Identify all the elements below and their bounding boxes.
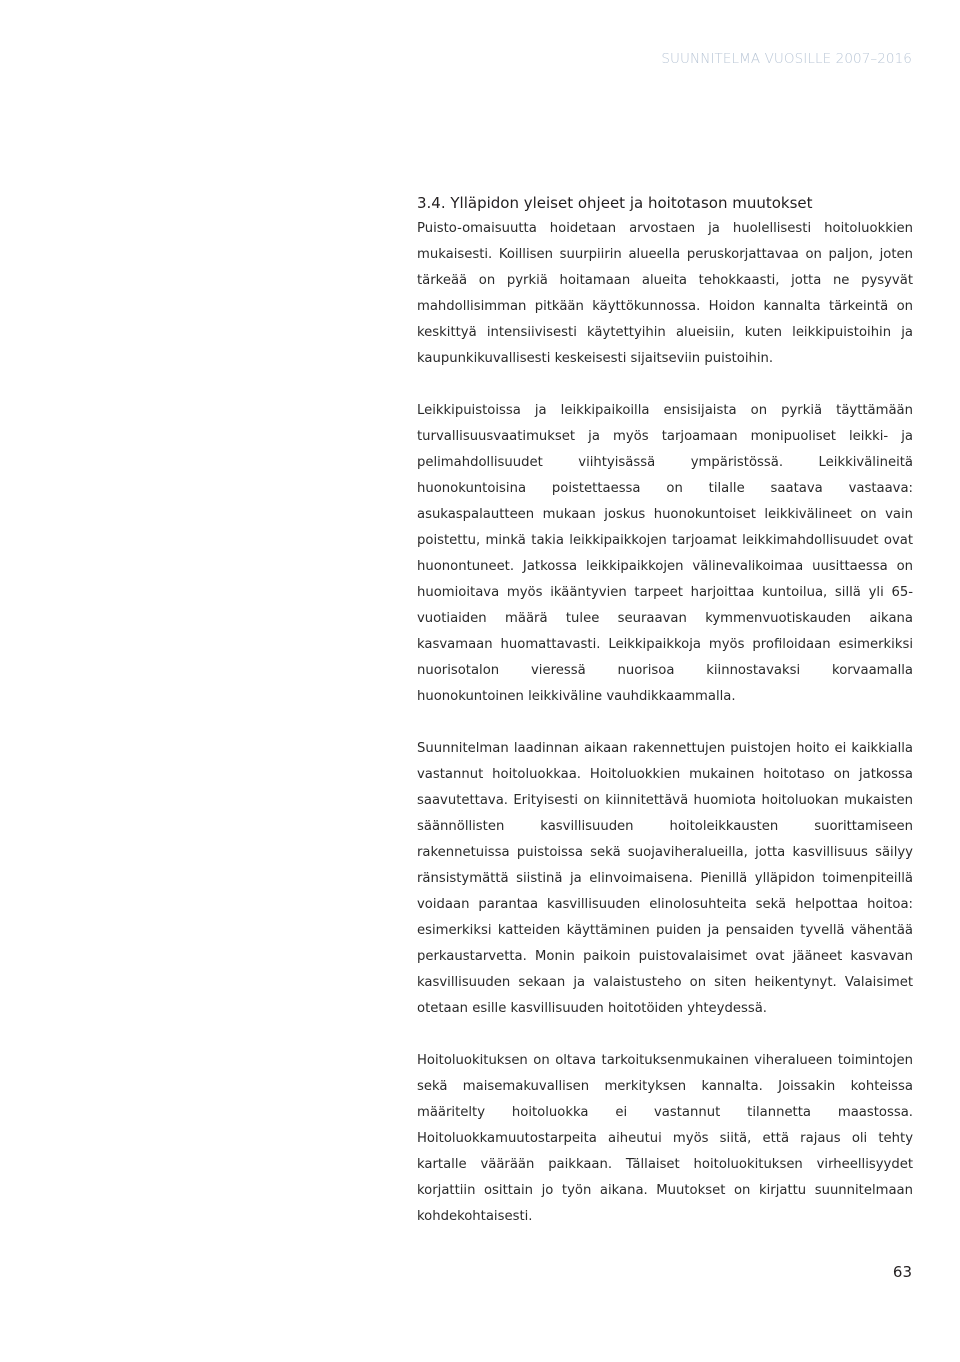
paragraph-1: Puisto-omaisuutta hoidetaan arvostaen ja huolellisesti hoitoluokkien mukaisesti. Koillisen suurpiirin alueella peruskorjattavaa on paljon, joten tärkeää on pyrkiä hoitamaan alueita tehokkaasti, jotta ne pysyvät mahdollisimman pitkään käyttökunnossa. Hoidon kannalta tärkeintä on keskittyä intensiivisesti käytettyihin alueisiin, kuten leikkipuistoihin ja kaupunkikuvallisesti keskeisesti sijaitseviin puistoihin. <box>417 221 913 366</box>
page-number: 63 <box>892 1263 912 1281</box>
paragraph-2: Leikkipuistoissa ja leikkipaikoilla ensisijaista on pyrkiä täyttämään turvallisuusvaatimukset ja myös tarjoamaan monipuoliset leikki- ja pelimahdollisuudet viihtyisässä ympäristössä. Leikkivälineitä huonokuntoisina poistettaessa on tilalle saatava vastaava: asukaspalautteen mukaan joskus huonokuntoiset leikkivälineet on vain poistettu, minkä takia leikkipaikkojen tarjoamat leikkimahdollisuudet ovat huonontuneet. Jatkossa leikkipaikkojen välinevalikoimaa uusittaessa on huomioitava myös ikääntyvien tarpeet harjoittaa kuntoilua, sillä yli 65-vuotiaiden määrä tulee seuraavan kymmenvuotiskauden aikana kasvamaan huomattavasti. Leikkipaikkoja myös profiloidaan esimerkiksi nuorisotalon vieressä nuorisoa kiinnostavaksi korvaamalla huonokuntoinen leikkiväline vauhdikkaammalla. <box>417 403 913 704</box>
section-heading: 3.4. Ylläpidon yleiset ohjeet ja hoitotason muutokset <box>417 194 813 212</box>
running-header: SUUNNITELMA VUOSILLE 2007–2016 <box>661 51 912 67</box>
paragraph-spacer <box>417 710 913 736</box>
paragraph-3: Suunnitelman laadinnan aikaan rakennettujen puistojen hoito ei kaikkialla vastannut hoitoluokkaa. Hoitoluokkien mukainen hoitotaso on jatkossa saavutettava. Erityisesti on kiinnitettävä huomiota hoitoluokan mukaisten säännöllisten kasvillisuuden hoitoleikkausten suorittamiseen rakennetuissa puistoissa sekä suojaviheralueilla, jotta kasvillisuus säilyy ränsistymättä siistinä ja elinvoimaisena. Pienillä ylläpidon toimenpiteillä voidaan parantaa kasvillisuuden elinolosuhteita sekä helpottaa hoitoa: esimerkiksi katteiden käyttäminen puiden ja pensaiden tyvellä vähentää perkaustarvetta. Monin paikoin puistovalaisimet ovat jääneet kasvavan kasvillisuuden sekaan ja valaistusteho on siten heikentynyt. Valaisimet otetaan esille kasvillisuuden hoitotöiden yhteydessä. <box>417 741 913 1016</box>
paragraph-4: Hoitoluokituksen on oltava tarkoituksenmukainen viheralueen toimintojen sekä maisemakuvallisen merkityksen kannalta. Joissakin kohteissa määritelty hoitoluokka ei vastannut tilannetta maastossa. Hoitoluokkamuutostarpeita aiheutui myös siitä, että rajaus oli tehty kartalle väärään paikkaan. Tällaiset hoitoluokituksen virheellisyydet korjattiin osittain jo työn aikana. Muutokset on kirjattu suunnitelmaan kohdekohtaisesti. <box>417 1053 913 1224</box>
paragraph-spacer <box>417 1022 913 1048</box>
paragraph-spacer <box>417 372 913 398</box>
main-content <box>417 190 913 1230</box>
